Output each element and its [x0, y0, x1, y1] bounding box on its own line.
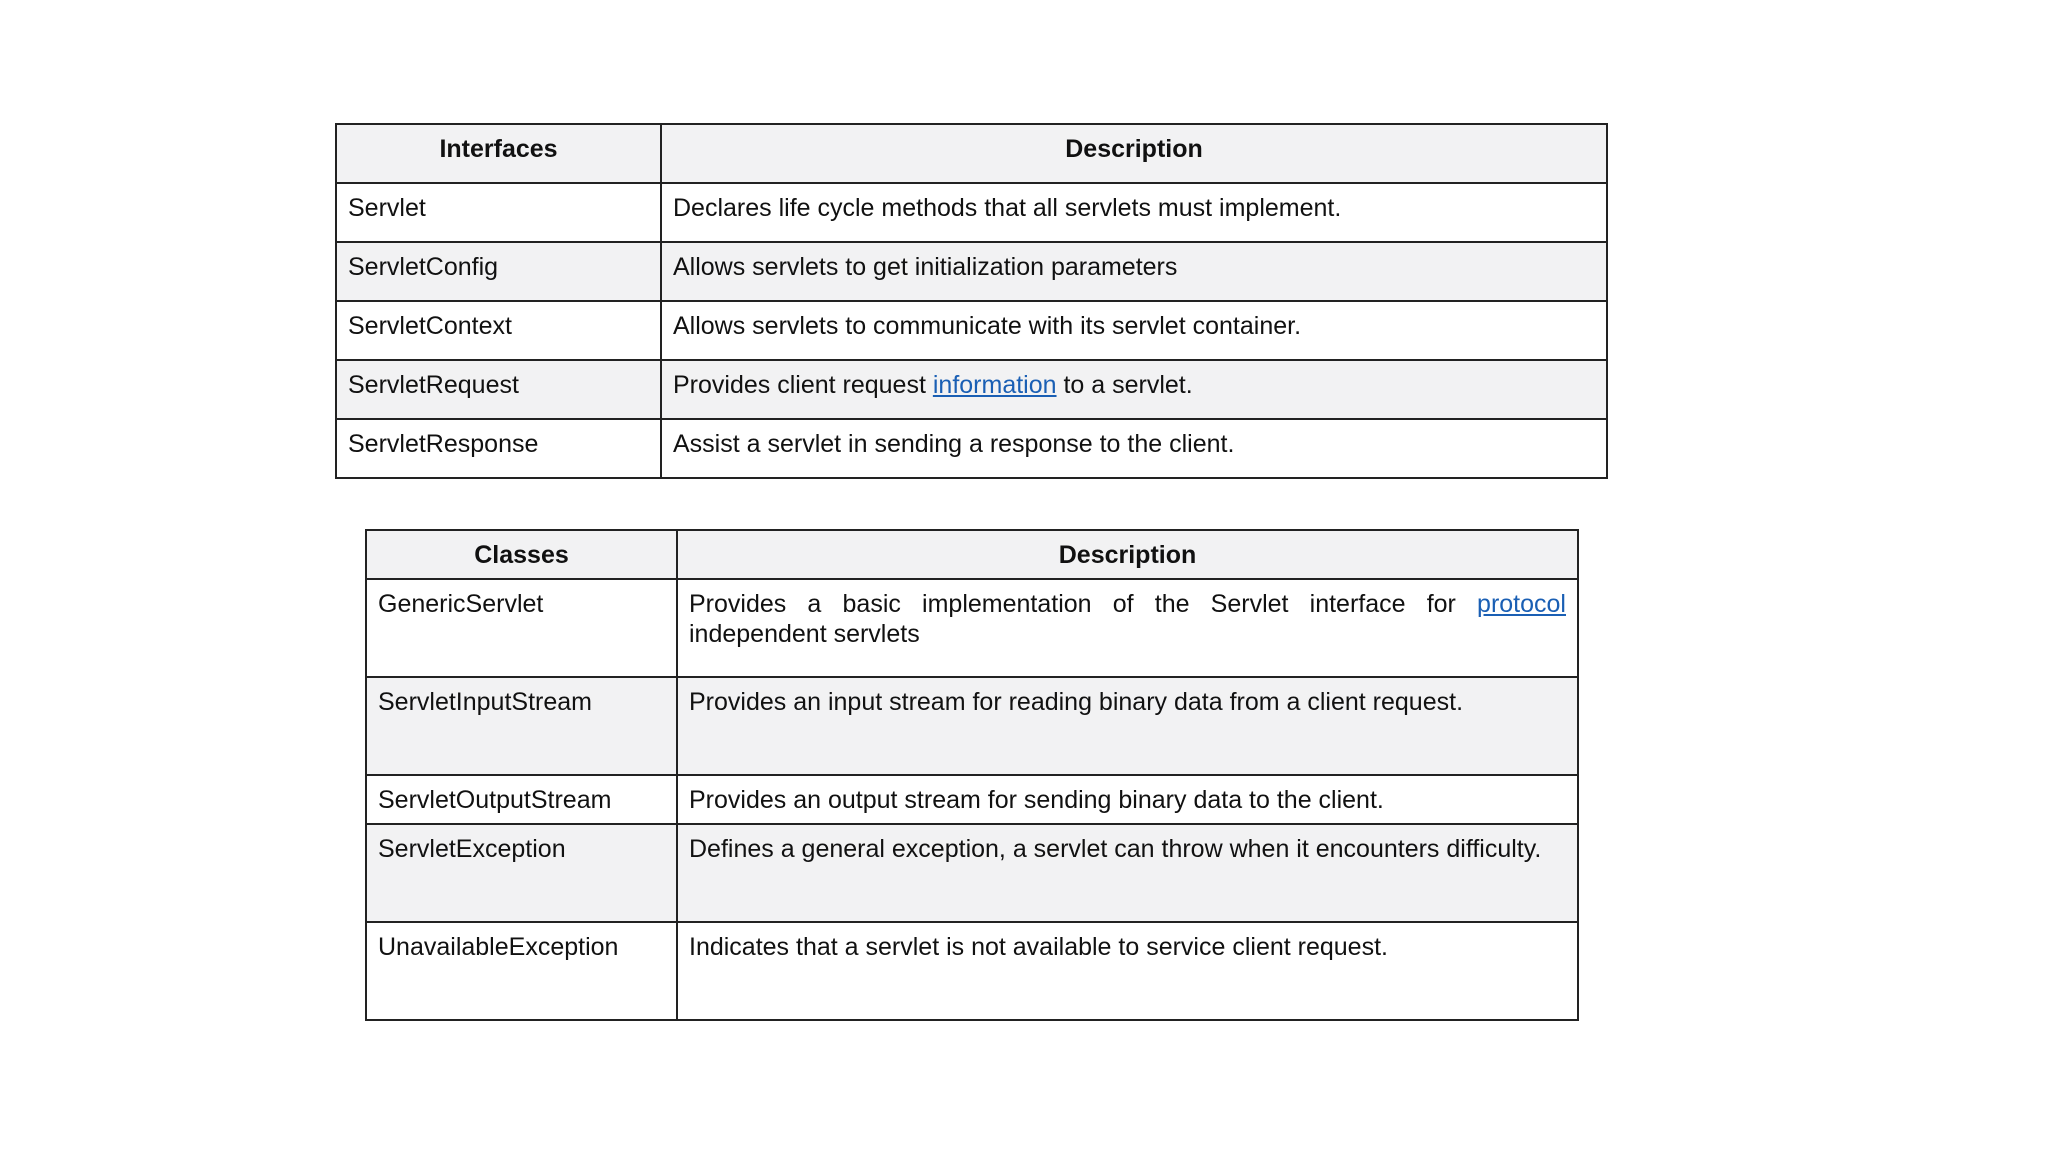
table-row — [336, 242, 1607, 301]
interface-name: ServletConfig — [336, 242, 661, 301]
interface-description — [661, 301, 1607, 360]
description-text: Provides a basic implementation of the Servlet interface for — [689, 590, 1478, 618]
description-text: Defines a general exception, a servlet can throw when it encounters difficulty. — [689, 835, 1542, 863]
interfaces-table — [335, 123, 1608, 479]
table-row — [336, 183, 1607, 242]
information-link[interactable]: information — [932, 371, 1057, 399]
table-header-row — [366, 530, 1578, 579]
class-name: ServletInputStream — [366, 677, 677, 775]
description-text: Indicates that a servlet is not available to service client request. — [689, 933, 1388, 961]
description-text: Allows servlets to communicate with its servlet container. — [673, 312, 1302, 340]
description-text: to a servlet. — [1056, 371, 1193, 399]
table-row — [336, 360, 1607, 419]
table-row — [366, 775, 1578, 824]
class-name: GenericServlet — [366, 579, 677, 677]
description-text: Declares life cycle methods that all servlets must implement. — [673, 194, 1342, 222]
class-name: ServletException — [366, 824, 677, 922]
column-header-interfaces: Interfaces — [336, 124, 661, 183]
table-row — [366, 579, 1578, 677]
table-row — [336, 419, 1607, 478]
column-header-classes: Classes — [366, 530, 677, 579]
class-name: ServletOutputStream — [366, 775, 677, 824]
column-header-description: Description — [661, 124, 1607, 183]
classes-table — [365, 529, 1579, 1021]
interface-description — [661, 183, 1607, 242]
interface-description — [661, 419, 1607, 478]
class-description — [677, 579, 1578, 677]
interface-description — [661, 242, 1607, 301]
interface-name: ServletRequest — [336, 360, 661, 419]
description-text: independent servlets — [689, 620, 920, 648]
class-description — [677, 824, 1578, 922]
description-text: Provides an input stream for reading binary data from a client request. — [689, 688, 1464, 716]
description-text: Assist a servlet in sending a response to the client. — [673, 430, 1235, 458]
interface-name: ServletResponse — [336, 419, 661, 478]
class-description — [677, 677, 1578, 775]
protocol-link[interactable]: protocol — [1477, 590, 1566, 618]
class-description — [677, 922, 1578, 1020]
table-row — [366, 824, 1578, 922]
table-row — [366, 922, 1578, 1020]
table-row — [366, 677, 1578, 775]
table-row — [336, 301, 1607, 360]
interface-name: Servlet — [336, 183, 661, 242]
description-text: Allows servlets to get initialization parameters — [673, 253, 1178, 281]
table-header-row — [336, 124, 1607, 183]
class-description — [677, 775, 1578, 824]
description-text: Provides client request — [673, 371, 933, 399]
interface-name: ServletContext — [336, 301, 661, 360]
description-text: Provides an output stream for sending binary data to the client. — [689, 786, 1384, 814]
interface-description — [661, 360, 1607, 419]
column-header-description: Description — [677, 530, 1578, 579]
class-name: UnavailableException — [366, 922, 677, 1020]
